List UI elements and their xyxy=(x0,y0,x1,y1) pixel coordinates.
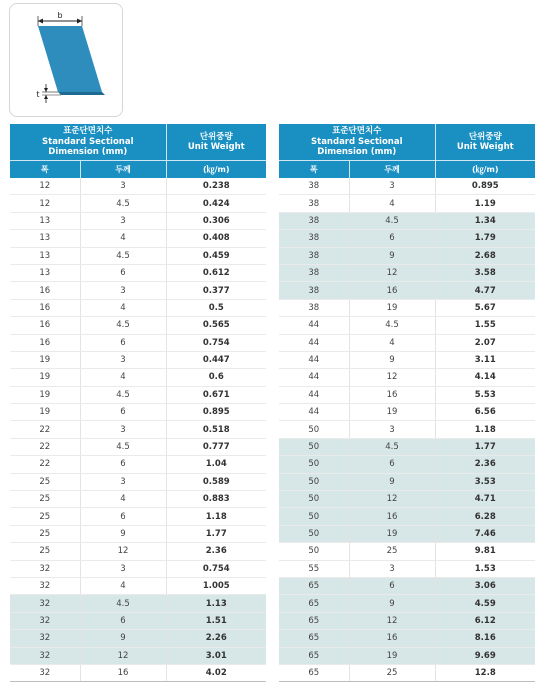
weight-cell: 0.238 xyxy=(166,178,266,195)
thickness-cell: 3 xyxy=(80,351,166,368)
table-row xyxy=(279,525,535,542)
weight-cell: 3.58 xyxy=(435,264,535,281)
thickness-cell: 16 xyxy=(349,630,435,647)
weight-cell: 1.13 xyxy=(166,595,266,612)
thickness-cell: 3 xyxy=(349,560,435,577)
thickness-cell: 9 xyxy=(349,247,435,264)
thickness-cell: 9 xyxy=(80,630,166,647)
table-row xyxy=(279,317,535,334)
thickness-cell: 9 xyxy=(349,473,435,490)
b-arrow-right xyxy=(77,19,82,24)
thickness-cell: 4 xyxy=(349,195,435,212)
thickness-cell: 9 xyxy=(349,595,435,612)
thickness-cell: 6 xyxy=(349,577,435,594)
table-row xyxy=(279,351,535,368)
weight-cell: 9.81 xyxy=(435,543,535,560)
width-cell: 32 xyxy=(10,577,80,594)
table-row xyxy=(10,264,266,281)
width-cell: 65 xyxy=(279,664,349,681)
weight-cell: 4.59 xyxy=(435,595,535,612)
width-header: 폭 xyxy=(10,161,80,179)
table-row xyxy=(279,299,535,316)
weight-cell: 6.56 xyxy=(435,404,535,421)
table-row xyxy=(10,612,266,629)
flat-bar-diagram xyxy=(10,4,122,116)
thickness-cell: 3 xyxy=(80,473,166,490)
table-row xyxy=(279,438,535,455)
table-row xyxy=(279,595,535,612)
thickness-cell: 19 xyxy=(349,299,435,316)
width-cell: 32 xyxy=(10,612,80,629)
thickness-cell: 3 xyxy=(80,282,166,299)
thickness-cell: 3 xyxy=(349,421,435,438)
width-header: 폭 xyxy=(279,161,349,179)
table-row xyxy=(10,456,266,473)
weight-cell: 5.53 xyxy=(435,386,535,403)
table-row xyxy=(10,299,266,316)
weight-cell: 1.34 xyxy=(435,212,535,229)
width-cell: 25 xyxy=(10,491,80,508)
table-row xyxy=(10,247,266,264)
thickness-cell: 6 xyxy=(80,456,166,473)
table-row xyxy=(279,264,535,281)
table-row xyxy=(10,212,266,229)
weight-cell: 0.306 xyxy=(166,212,266,229)
thickness-cell: 4 xyxy=(349,334,435,351)
width-cell: 50 xyxy=(279,543,349,560)
weight-cell: 2.36 xyxy=(435,456,535,473)
weight-cell: 12.8 xyxy=(435,664,535,681)
table-row xyxy=(279,647,535,664)
thickness-cell: 19 xyxy=(349,525,435,542)
weight-cell: 3.06 xyxy=(435,577,535,594)
unit-header: (㎏/m) xyxy=(166,161,266,179)
width-cell: 32 xyxy=(10,664,80,681)
weight-cell: 2.68 xyxy=(435,247,535,264)
thickness-cell: 3 xyxy=(80,421,166,438)
thickness-cell: 6 xyxy=(80,612,166,629)
width-cell: 12 xyxy=(10,195,80,212)
thickness-cell: 16 xyxy=(349,282,435,299)
table-row xyxy=(10,178,266,195)
thickness-cell: 6 xyxy=(80,508,166,525)
thickness-cell: 12 xyxy=(349,369,435,386)
width-cell: 25 xyxy=(10,473,80,490)
width-cell: 16 xyxy=(10,334,80,351)
sectional-dimension-header: 표준단면치수 Standard Sectional Dimension (mm) xyxy=(279,124,435,161)
width-cell: 25 xyxy=(10,525,80,542)
weight-cell: 0.459 xyxy=(166,247,266,264)
thickness-cell: 4.5 xyxy=(80,247,166,264)
weight-cell: 0.6 xyxy=(166,369,266,386)
width-cell: 13 xyxy=(10,212,80,229)
thickness-cell: 4.5 xyxy=(80,317,166,334)
table-row xyxy=(10,630,266,647)
weight-cell: 0.895 xyxy=(166,404,266,421)
width-cell: 44 xyxy=(279,386,349,403)
weight-cell: 2.36 xyxy=(166,543,266,560)
width-cell: 50 xyxy=(279,508,349,525)
width-cell: 19 xyxy=(10,369,80,386)
weight-cell: 1.77 xyxy=(166,525,266,542)
width-cell: 44 xyxy=(279,369,349,386)
width-cell: 13 xyxy=(10,230,80,247)
table-row xyxy=(279,230,535,247)
width-cell: 44 xyxy=(279,351,349,368)
table-row xyxy=(10,438,266,455)
thickness-cell: 6 xyxy=(349,230,435,247)
table-row xyxy=(279,456,535,473)
width-cell: 65 xyxy=(279,612,349,629)
thickness-cell: 16 xyxy=(349,386,435,403)
table-row xyxy=(10,647,266,664)
table-row xyxy=(10,560,266,577)
thickness-cell: 12 xyxy=(80,543,166,560)
width-cell: 22 xyxy=(10,456,80,473)
thickness-cell: 6 xyxy=(80,264,166,281)
width-cell: 65 xyxy=(279,647,349,664)
thickness-cell: 4.5 xyxy=(80,438,166,455)
table-row xyxy=(279,282,535,299)
thickness-cell: 3 xyxy=(80,560,166,577)
weight-cell: 4.71 xyxy=(435,491,535,508)
width-cell: 38 xyxy=(279,264,349,281)
table-row xyxy=(279,612,535,629)
width-cell: 65 xyxy=(279,595,349,612)
weight-cell: 1.53 xyxy=(435,560,535,577)
width-cell: 38 xyxy=(279,299,349,316)
weight-table-left xyxy=(10,124,266,682)
weight-cell: 0.408 xyxy=(166,230,266,247)
width-cell: 13 xyxy=(10,247,80,264)
thickness-cell: 4.5 xyxy=(349,317,435,334)
table-row xyxy=(279,543,535,560)
table-row xyxy=(279,560,535,577)
width-cell: 44 xyxy=(279,404,349,421)
width-cell: 32 xyxy=(10,647,80,664)
table-row xyxy=(279,404,535,421)
width-cell: 44 xyxy=(279,334,349,351)
weight-cell: 1.77 xyxy=(435,438,535,455)
weight-cell: 2.07 xyxy=(435,334,535,351)
width-cell: 22 xyxy=(10,438,80,455)
weight-cell: 4.14 xyxy=(435,369,535,386)
width-cell: 32 xyxy=(10,560,80,577)
weight-cell: 6.12 xyxy=(435,612,535,629)
width-cell: 65 xyxy=(279,577,349,594)
table-row xyxy=(10,491,266,508)
weight-cell: 0.518 xyxy=(166,421,266,438)
unit-weight-header: 단위중량 Unit Weight xyxy=(166,124,266,161)
t-arrow-bottom xyxy=(44,95,48,99)
table-row xyxy=(10,404,266,421)
width-cell: 12 xyxy=(10,178,80,195)
thickness-cell: 6 xyxy=(80,404,166,421)
width-cell: 25 xyxy=(10,508,80,525)
table-row xyxy=(10,386,266,403)
weight-cell: 0.895 xyxy=(435,178,535,195)
width-cell: 50 xyxy=(279,421,349,438)
weight-cell: 0.377 xyxy=(166,282,266,299)
weight-cell: 0.883 xyxy=(166,491,266,508)
table-row xyxy=(279,508,535,525)
cross-section-figure xyxy=(9,3,123,117)
b-arrow-left xyxy=(38,19,43,24)
weight-cell: 0.565 xyxy=(166,317,266,334)
table-row xyxy=(279,334,535,351)
weight-cell: 0.589 xyxy=(166,473,266,490)
weight-cell: 3.01 xyxy=(166,647,266,664)
weight-cell: 0.612 xyxy=(166,264,266,281)
thickness-cell: 12 xyxy=(80,647,166,664)
width-cell: 50 xyxy=(279,456,349,473)
weight-cell: 7.46 xyxy=(435,525,535,542)
width-cell: 38 xyxy=(279,195,349,212)
table-row xyxy=(10,525,266,542)
width-cell: 44 xyxy=(279,317,349,334)
table-row xyxy=(279,630,535,647)
table-row xyxy=(10,543,266,560)
thickness-cell: 6 xyxy=(349,456,435,473)
table-row xyxy=(279,577,535,594)
sectional-dimension-header: 표준단면치수 Standard Sectional Dimension (mm) xyxy=(10,124,166,161)
weight-cell: 1.55 xyxy=(435,317,535,334)
table-row xyxy=(279,195,535,212)
table-row xyxy=(10,595,266,612)
thickness-cell: 9 xyxy=(80,525,166,542)
width-cell: 19 xyxy=(10,386,80,403)
width-cell: 19 xyxy=(10,404,80,421)
thickness-cell: 6 xyxy=(80,334,166,351)
thickness-cell: 4 xyxy=(80,369,166,386)
thickness-cell: 19 xyxy=(349,647,435,664)
weight-cell: 5.67 xyxy=(435,299,535,316)
thickness-cell: 16 xyxy=(349,508,435,525)
width-cell: 32 xyxy=(10,630,80,647)
weight-cell: 1.18 xyxy=(166,508,266,525)
table-row xyxy=(10,195,266,212)
table-row xyxy=(10,230,266,247)
thickness-cell: 4.5 xyxy=(80,386,166,403)
width-cell: 55 xyxy=(279,560,349,577)
weight-cell: 6.28 xyxy=(435,508,535,525)
width-cell: 38 xyxy=(279,212,349,229)
table-row xyxy=(10,317,266,334)
weight-cell: 3.53 xyxy=(435,473,535,490)
weight-cell: 3.11 xyxy=(435,351,535,368)
table-row xyxy=(279,369,535,386)
weight-cell: 1.04 xyxy=(166,456,266,473)
thickness-cell: 4 xyxy=(80,299,166,316)
weight-cell: 1.005 xyxy=(166,577,266,594)
width-cell: 16 xyxy=(10,282,80,299)
thickness-cell: 4.5 xyxy=(349,438,435,455)
thickness-cell: 25 xyxy=(349,664,435,681)
thickness-cell: 3 xyxy=(80,178,166,195)
width-cell: 38 xyxy=(279,282,349,299)
table-row xyxy=(279,473,535,490)
weight-cell: 0.424 xyxy=(166,195,266,212)
width-cell: 16 xyxy=(10,299,80,316)
table-row xyxy=(10,351,266,368)
thickness-cell: 4.5 xyxy=(349,212,435,229)
table-row xyxy=(279,212,535,229)
weight-cell: 0.754 xyxy=(166,560,266,577)
weight-cell: 0.447 xyxy=(166,351,266,368)
table-row xyxy=(279,386,535,403)
thickness-cell: 3 xyxy=(349,178,435,195)
width-cell: 25 xyxy=(10,543,80,560)
weight-cell: 4.77 xyxy=(435,282,535,299)
thickness-cell: 25 xyxy=(349,543,435,560)
b-label: b xyxy=(57,11,63,20)
right-table-body xyxy=(279,178,535,682)
width-cell: 32 xyxy=(10,595,80,612)
thickness-cell: 19 xyxy=(349,404,435,421)
width-cell: 38 xyxy=(279,178,349,195)
flat-bar-edge xyxy=(58,92,105,95)
thickness-cell: 9 xyxy=(349,351,435,368)
width-cell: 50 xyxy=(279,491,349,508)
thickness-header: 두께 xyxy=(349,161,435,179)
weight-cell: 1.79 xyxy=(435,230,535,247)
weight-cell: 1.18 xyxy=(435,421,535,438)
weight-cell: 9.69 xyxy=(435,647,535,664)
unit-header: (㎏/m) xyxy=(435,161,535,179)
thickness-cell: 4.5 xyxy=(80,195,166,212)
width-cell: 50 xyxy=(279,525,349,542)
thickness-cell: 12 xyxy=(349,491,435,508)
width-cell: 50 xyxy=(279,438,349,455)
width-cell: 65 xyxy=(279,630,349,647)
table-row xyxy=(10,334,266,351)
table-row xyxy=(279,491,535,508)
table-row xyxy=(10,421,266,438)
t-label: t xyxy=(36,90,40,99)
weight-cell: 1.51 xyxy=(166,612,266,629)
width-cell: 22 xyxy=(10,421,80,438)
table-row xyxy=(279,247,535,264)
table-row xyxy=(10,577,266,594)
weight-cell: 1.19 xyxy=(435,195,535,212)
table-row xyxy=(279,664,535,681)
table-row xyxy=(10,664,266,681)
left-table-body xyxy=(10,178,266,682)
thickness-cell: 4 xyxy=(80,230,166,247)
t-arrow-top xyxy=(44,88,48,92)
weight-cell: 4.02 xyxy=(166,664,266,681)
table-row xyxy=(10,473,266,490)
weight-cell: 0.5 xyxy=(166,299,266,316)
flat-bar-face xyxy=(38,26,102,92)
width-cell: 13 xyxy=(10,264,80,281)
weight-cell: 8.16 xyxy=(435,630,535,647)
width-cell: 38 xyxy=(279,230,349,247)
table-row xyxy=(279,421,535,438)
thickness-header: 두께 xyxy=(80,161,166,179)
thickness-cell: 4.5 xyxy=(80,595,166,612)
weight-cell: 0.671 xyxy=(166,386,266,403)
thickness-cell: 16 xyxy=(80,664,166,681)
table-row xyxy=(10,369,266,386)
table-row xyxy=(279,178,535,195)
weight-cell: 0.777 xyxy=(166,438,266,455)
table-row xyxy=(10,282,266,299)
weight-cell: 0.754 xyxy=(166,334,266,351)
width-cell: 16 xyxy=(10,317,80,334)
width-cell: 19 xyxy=(10,351,80,368)
thickness-cell: 4 xyxy=(80,491,166,508)
width-cell: 38 xyxy=(279,247,349,264)
width-cell: 50 xyxy=(279,473,349,490)
thickness-cell: 3 xyxy=(80,212,166,229)
table-row xyxy=(10,508,266,525)
weight-cell: 2.26 xyxy=(166,630,266,647)
thickness-cell: 4 xyxy=(80,577,166,594)
weight-table-right xyxy=(279,124,535,682)
unit-weight-header: 단위중량 Unit Weight xyxy=(435,124,535,161)
thickness-cell: 12 xyxy=(349,612,435,629)
thickness-cell: 12 xyxy=(349,264,435,281)
